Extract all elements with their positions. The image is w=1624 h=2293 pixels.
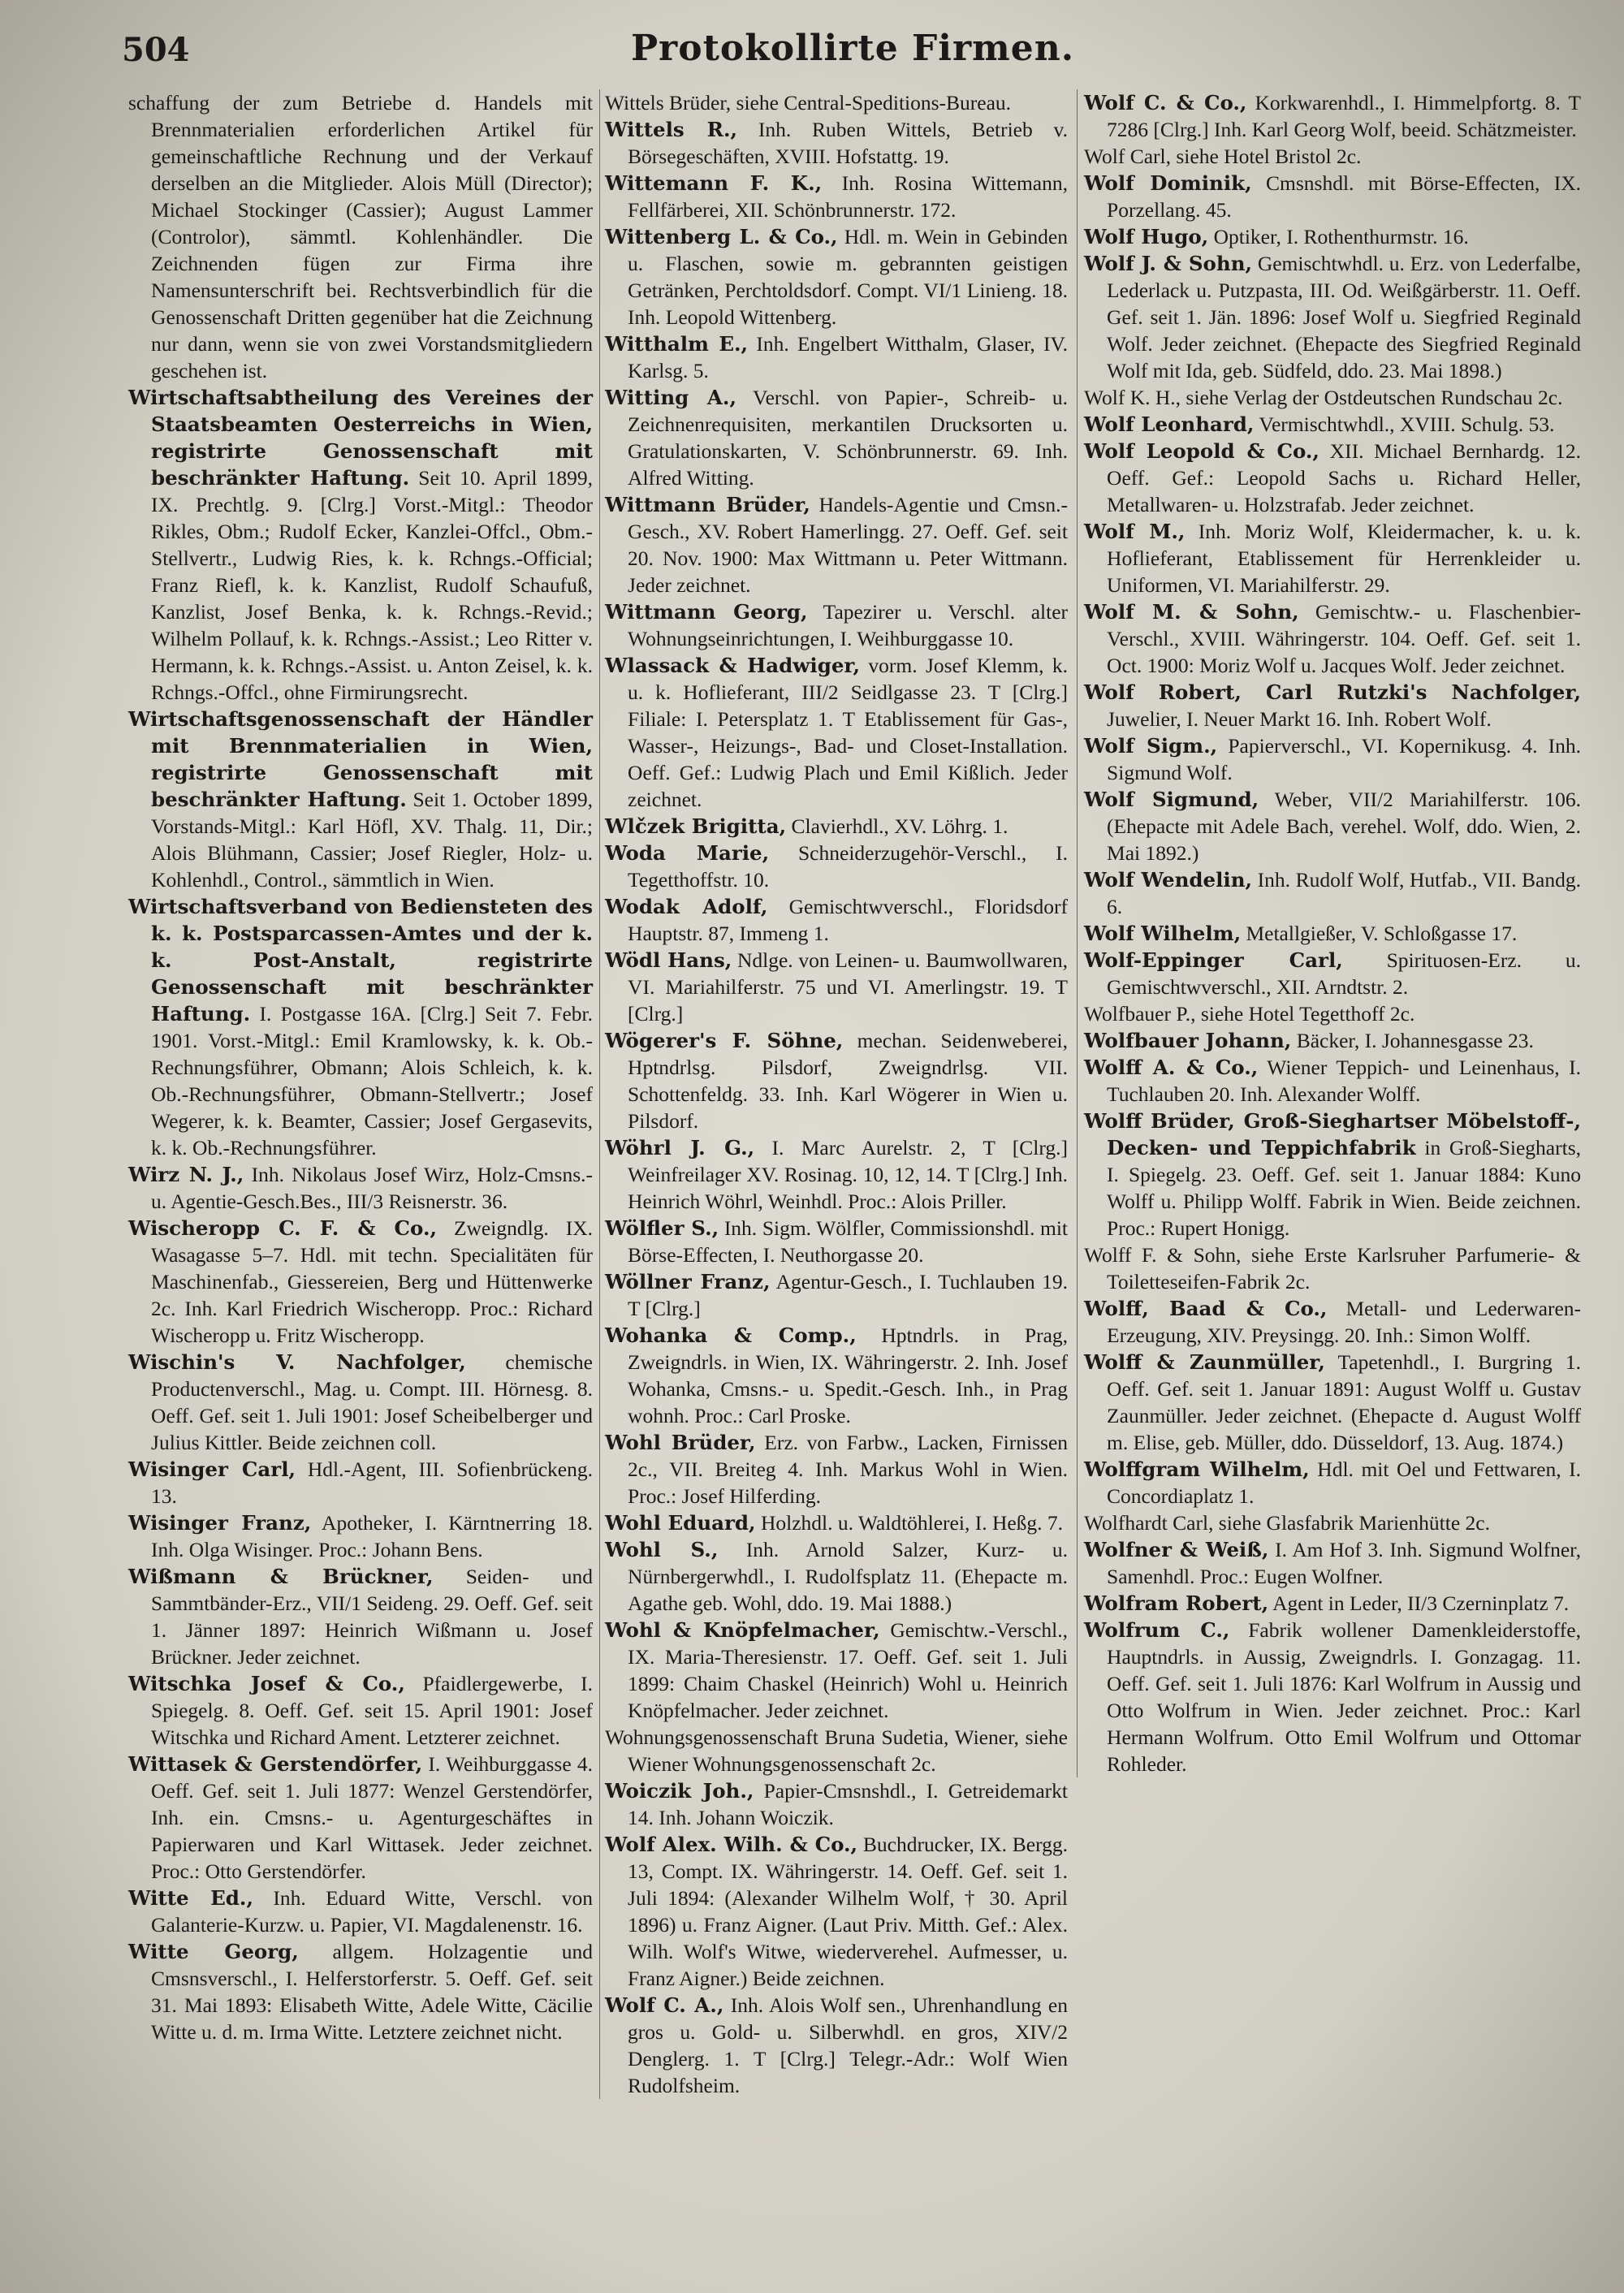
firm-name: Wolf M. & Sohn,: [1084, 600, 1299, 624]
firm-name: Wischin's V. Nachfolger,: [128, 1350, 466, 1374]
directory-entry: [605, 89, 1068, 116]
entry-text: Wolf Carl, siehe Hotel Bristol 2c.: [1084, 145, 1362, 168]
directory-entry: [605, 1429, 1068, 1509]
entry-text: Fabrik wollener Damenkleiderstoffe, Hauptndrls. in Aussig, Zweigndrls. I. Gonzagag. 11. Oeff. Gef. seit 1. Juli 1876: Karl Wolfrum in Aussig und Otto Wolfrum in Wien. Jeder zeichnet. Proc.: Karl Hermann Wolfrum. Otto Emil Wolfrum und Ottomar Rohleder.: [1107, 1618, 1581, 1776]
entry-text: Wolfbauer P., siehe Hotel Tegetthoff 2c.: [1084, 1002, 1415, 1026]
entry-text: Inh. Engelbert Witthalm, Glaser, IV. Karlsg. 5.: [628, 332, 1068, 382]
directory-entry: [1084, 1295, 1581, 1349]
directory-entry: [1084, 1242, 1581, 1295]
entry-text: vorm. Josef Klemm, k. u. k. Hoflieferant, III/2 Seidlgasse 23. T [Clrg.] Filiale: I. Petersplatz 1. T Etablissement für Gas-, Wasser-, Heizungs-, Bad- und Closet-Installation. Oeff. Gef.: Ludwig Plach und Emil Kißlich. Jeder zeichnet.: [628, 654, 1069, 811]
directory-entry: [605, 947, 1068, 1027]
directory-entry: [605, 1215, 1068, 1268]
firm-name: Wolfner & Weiß,: [1084, 1538, 1269, 1561]
firm-name: Wodak Adolf,: [605, 895, 768, 918]
directory-entry: [1084, 1590, 1581, 1617]
firm-name: Wolfrum C.,: [1084, 1618, 1230, 1642]
firm-name: Wlassack & Hadwiger,: [605, 654, 861, 677]
directory-entry: [1084, 920, 1581, 947]
firm-name: Wirtschaftsgenossenschaft der Händler mit Brennmaterialien in Wien, registrirte Genossenschaft mit beschränkter Haftung.: [128, 707, 593, 811]
firm-name: Wolf Wilhelm,: [1084, 922, 1242, 945]
entry-text: Wiener Teppich- und Leinenhaus, I. Tuchlauben 20. Inh. Alexander Wolff.: [1107, 1056, 1582, 1106]
directory-entry: [128, 1751, 593, 1885]
directory-entry: [128, 1509, 593, 1563]
entry-text: I. Postgasse 16A. [Clrg.] Seit 7. Febr. 1901. Vorst.-Mitgl.: Emil Kramlowsky, k. k. Ob.-Rechnungsführer, Obmann; Alois Schleich, k. k. Ob.-Rechnungsführer, Obmann-Stellvertr.; Josef Wegerer, k. k. Beamter, Cassier; Josef Gergasevits, k. k. Ob.-Rechnungsführer.: [151, 1002, 593, 1159]
firm-name: Wolff, Baad & Co.,: [1084, 1297, 1328, 1320]
column-1: [128, 89, 593, 2045]
page-number: 504: [122, 31, 190, 69]
page-header: [122, 28, 1583, 80]
entry-text: Seiden- und Sammtbänder-Erz., VII/1 Seideng. 29. Oeff. Gef. seit 1. Jänner 1897: Heinrich Wißmann u. Josef Brückner. Jeder zeichnet.: [151, 1565, 593, 1669]
directory-entry: [605, 813, 1068, 840]
entry-text: chemische Productenverschl., Mag. u. Compt. III. Hörnesg. 8. Oeff. Gef. seit 1. Juli 1901: Josef Scheibelberger und Julius Kittler. Beide zeichnen coll.: [151, 1350, 593, 1454]
entry-text: Gemischtw.- u. Flaschenbier-Verschl., XVIII. Währingerstr. 104. Oeff. Gef. seit 1. Oct. 1900: Moriz Wolf u. Jacques Wolf. Jeder zeichnet.: [1107, 600, 1581, 677]
directory-entry: [1084, 143, 1581, 170]
entry-text: Hdl. m. Wein in Gebinden u. Flaschen, sowie m. gebrannten geistigen Getränken, Perchtoldsdorf. Compt. VI/1 Linieng. 18. Inh. Leopold Wittenberg.: [628, 225, 1068, 329]
firm-name: Wolf C. & Co.,: [1084, 91, 1247, 114]
directory-entry: [605, 384, 1068, 491]
firm-name: Wöllner Franz,: [605, 1270, 771, 1293]
directory-entry: [605, 116, 1068, 170]
firm-name: Wolf Leonhard,: [1084, 412, 1255, 436]
firm-name: Wisinger Carl,: [128, 1457, 296, 1481]
entry-text: Buchdrucker, IX. Bergg. 13, Compt. IX. Währingerstr. 14. Oeff. Gef. seit 1. Juli 1894: (Alexander Wilhelm Wolf, † 30. April 1896) u. Franz Aigner. (Laut Priv. Mitth. Gef.: Alex. Wilh. Wolf's Witwe, wiederverehel. Aufmesser, u. Franz Aigner.) Beide zeichnen.: [628, 1833, 1068, 1990]
directory-entry: [1084, 1000, 1581, 1027]
directory-entry: [605, 652, 1068, 813]
entry-text: Inh. Eduard Witte, Verschl. von Galanterie-Kurzw. u. Papier, VI. Magdalenenstr. 16.: [151, 1886, 593, 1937]
firm-name: Wolf C. A.,: [605, 1993, 724, 2017]
entry-text: Metall- und Lederwaren-Erzeugung, XIV. Preysingg. 20. Inh.: Simon Wolff.: [1107, 1297, 1581, 1347]
entry-text: Zweigndlg. IX. Wasagasse 5–7. Hdl. mit techn. Specialitäten für Maschinenfab., Giessereien, Berg und Hüttenwerke 2c. Inh. Karl Friedrich Wischeropp. Proc.: Richard Wischeropp u. Fritz Wischeropp.: [151, 1216, 594, 1347]
entry-text: allgem. Holzagentie und Cmsnsverschl., I. Helferstorferstr. 5. Oeff. Gef. seit 31. Mai 1893: Elisabeth Witte, Adele Witte, Cäcilie Witte u. d. m. Irma Witte. Letztere zeichnet nicht.: [151, 1940, 594, 2044]
entry-text: Pfaidlergewerbe, I. Spiegelg. 8. Oeff. Gef. seit 15. April 1901: Josef Witschka und Richard Ament. Letzterer zeichnet.: [151, 1672, 593, 1749]
entry-text: Verschl. von Papier-, Schreib- u. Zeichnenrequisiten, merkantilen Drucksorten u. Gratulationskarten, V. Schönbrunnerstr. 69. Inh. Alfred Witting.: [628, 386, 1068, 490]
entry-text: Erz. von Farbw., Lacken, Firnissen 2c., VII. Breiteg 4. Inh. Markus Wohl in Wien. Proc.: Josef Hilferding.: [628, 1431, 1069, 1508]
directory-entry: [1084, 438, 1581, 518]
firm-name: Wittels R.,: [605, 118, 738, 141]
entry-text: Handels-Agentie und Cmsn.-Gesch., XV. Robert Hamerlingg. 27. Oeff. Gef. seit 20. Nov. 1900: Max Wittmann u. Peter Wittmann. Jeder zeichnet.: [628, 493, 1068, 597]
firm-name: Wirtschaftsabtheilung des Vereines der Staatsbeamten Oesterreichs in Wien, registrirte Genossenschaft mit beschränkter Haftung.: [128, 386, 593, 490]
directory-entry: [1084, 411, 1581, 438]
entry-text: Wolff F. & Sohn, siehe Erste Karlsruher Parfumerie- & Toiletteseifen-Fabrik 2c.: [1084, 1243, 1581, 1293]
directory-entry: [128, 1215, 593, 1349]
directory-entry: [1084, 1027, 1581, 1054]
entry-text: Wolf K. H., siehe Verlag der Ostdeutschen Rundschau 2c.: [1084, 386, 1563, 409]
firm-name: Wißmann & Brückner,: [128, 1565, 434, 1588]
firm-name: Witschka Josef & Co.,: [128, 1672, 405, 1695]
firm-name: Wittemann F. K.,: [605, 171, 823, 195]
directory-entry: [1084, 1536, 1581, 1590]
directory-entry: [128, 384, 593, 706]
page-title: Protokollirte Firmen.: [630, 28, 1075, 69]
entry-text: I. Marc Aurelstr. 2, T [Clrg.] Weinfreilager XV. Rosinag. 10, 12, 14. T [Clrg.] Inh. Heinrich Wöhrl, Weinhdl. Proc.: Alois Priller.: [628, 1136, 1068, 1213]
entry-text: Apotheker, I. Kärntnerring 18. Inh. Olga Wisinger. Proc.: Johann Bens.: [151, 1511, 594, 1561]
entry-text: Inh. Alois Wolf sen., Uhrenhandlung en gros u. Gold- u. Silberwhdl. en gros, XIV/2 Denglerg. 1. T [Clrg.] Telegr.-Adr.: Wolf Wien Rudolfsheim.: [628, 1993, 1068, 2097]
directory-entry: [605, 1617, 1068, 1724]
directory-entry: [605, 1027, 1068, 1134]
entry-text: Agent in Leder, II/3 Czerninplatz 7.: [1272, 1591, 1570, 1615]
directory-entry: [605, 491, 1068, 598]
directory-entry: [128, 1349, 593, 1456]
directory-entry: [1084, 679, 1581, 732]
directory-entry: [1084, 1108, 1581, 1242]
directory-entry: [128, 1161, 593, 1215]
directory-entry: [128, 89, 593, 384]
entry-text: Gemischtwhdl. u. Erz. von Lederfalbe, Lederlack u. Putzpasta, III. Od. Weißgärberstr. 11. Oeff. Gef. seit 1. Jän. 1896: Josef Wolf u. Siegfried Reginald Wolf. Jeder zeichnet. (Ehepacte des Siegfried Reginald Wolf mit Ida, geb. Südfeld, ddo. 23. Mai 1898.): [1107, 252, 1581, 382]
directory-entry: [605, 598, 1068, 652]
firm-name: Witthalm E.,: [605, 332, 749, 356]
directory-entry: [1084, 947, 1581, 1000]
firm-name: Wödl Hans,: [605, 948, 732, 972]
directory-entry: [128, 1456, 593, 1509]
directory-entry: [605, 893, 1068, 947]
entry-text: Agentur-Gesch., I. Tuchlauben 19. T [Clrg.]: [628, 1270, 1069, 1320]
firm-name: Witte Georg,: [128, 1940, 299, 1963]
directory-entry: [605, 1509, 1068, 1536]
entry-text: Inh. Arnold Salzer, Kurz- u. Nürnbergerwhdl., I. Rudolfsplatz 11. (Ehepacte m. Agathe geb. Wohl, ddo. 19. Mai 1888.): [628, 1538, 1069, 1615]
entry-text: Holzhdl. u. Waldtöhlerei, I. Heßg. 7.: [760, 1511, 1064, 1535]
entry-text: Inh. Rosina Wittemann, Fellfärberei, XII. Schönbrunnerstr. 172.: [628, 171, 1069, 222]
entry-text: Vermischtwhdl., XVIII. Schulg. 53.: [1259, 412, 1555, 436]
entry-text: Hdl.-Agent, III. Sofienbrückeng. 13.: [151, 1457, 593, 1508]
entry-text: I. Weihburggasse 4. Oeff. Gef. seit 1. Juli 1877: Wenzel Gerstendörfer, Inh. ein. Cmsns.- u. Agenturgeschäftes in Papierwaren und Karl Wittasek. Jeder zeichnet. Proc.: Otto Gerstendörfer.: [151, 1752, 593, 1883]
column-2: [599, 89, 1068, 2099]
directory-entry: [605, 170, 1068, 223]
entry-text: Tapetenhdl., I. Burgring 1. Oeff. Gef. seit 1. Januar 1891: August Wolff u. Gustav Zaunmüller. Jeder zeichnet. (Ehepacte d. August Wolff m. Elise, geb. Müller, ddo. Düsseldorf, 13. Aug. 1874.): [1107, 1350, 1581, 1454]
firm-name: Wohl S.,: [605, 1538, 719, 1561]
firm-name: Wöhrl J. G.,: [605, 1136, 755, 1159]
directory-entry: [1084, 250, 1581, 384]
directory-entry: [1084, 1054, 1581, 1108]
entry-text: Inh. Nikolaus Josef Wirz, Holz-Cmsns.- u. Agentie-Gesch.Bes., III/3 Reisnerstr. 36.: [151, 1163, 593, 1213]
firm-name: Wolf Sigm.,: [1084, 734, 1218, 758]
directory-entry: [605, 1777, 1068, 1831]
entry-text: Wolfhardt Carl, siehe Glasfabrik Marienhütte 2c.: [1084, 1511, 1490, 1535]
directory-entry: [1084, 786, 1581, 866]
entry-text: Papierverschl., VI. Kopernikusg. 4. Inh. Sigmund Wolf.: [1107, 734, 1582, 784]
entry-text: Inh. Moriz Wolf, Kleidermacher, k. u. k. Hoflieferant, Etablissement für Herrenkleider u. Uniformen, VI. Mariahilferstr. 29.: [1107, 520, 1581, 597]
entry-text: Korkwarenhdl., I. Himmelpfortg. 8. T 7286 [Clrg.] Inh. Karl Georg Wolf, beeid. Schätzmeister.: [1107, 91, 1581, 141]
directory-entry: [605, 840, 1068, 893]
firm-name: Wolfbauer Johann,: [1084, 1029, 1292, 1052]
entry-text: Metallgießer, V. Schloßgasse 17.: [1246, 922, 1518, 945]
directory-entry: [128, 1885, 593, 1938]
entry-text: Juwelier, I. Neuer Markt 16. Inh. Robert Wolf.: [1107, 707, 1492, 731]
firm-name: Wolf Leopold & Co.,: [1084, 439, 1320, 463]
directory-entry: [605, 1992, 1068, 2099]
directory-entry: [605, 1536, 1068, 1617]
firm-name: Wlčzek Brigitta,: [605, 814, 787, 838]
firm-name: Wolffgram Wilhelm,: [1084, 1457, 1310, 1481]
firm-name: Wittmann Brüder,: [605, 493, 810, 516]
firm-name: Wolff Brüder, Groß-Sieghartser Möbelstoff-, Decken- und Teppichfabrik: [1084, 1109, 1581, 1159]
directory-entry: [128, 893, 593, 1161]
directory-entry: [128, 706, 593, 893]
directory-entry: [605, 223, 1068, 330]
directory-entry: [605, 1724, 1068, 1777]
entry-text: XII. Michael Bernhardg. 12. Oeff. Gef.: Leopold Sachs u. Richard Heller, Metallwaren- u. Holzstrafab. Jeder zeichnet.: [1107, 439, 1582, 516]
firm-name: Wohl Eduard,: [605, 1511, 756, 1535]
directory-entry: [605, 1268, 1068, 1322]
directory-entry: [605, 1134, 1068, 1215]
firm-name: Wölfler S.,: [605, 1216, 719, 1240]
directory-entry: [128, 1563, 593, 1670]
entry-text: Schneiderzugehör-Verschl., I. Tegetthoffstr. 10.: [628, 841, 1068, 892]
firm-name: Wolf M.,: [1084, 520, 1186, 543]
entry-text: Wittels Brüder, siehe Central-Speditions-Bureau.: [605, 91, 1012, 114]
directory-entry: [1084, 866, 1581, 920]
entry-text: Optiker, I. Rothenthurmstr. 16.: [1213, 225, 1469, 248]
entry-text: Weber, VII/2 Mariahilferstr. 106. (Ehepacte mit Adele Bach, verehel. Wolf, ddo. Wien, 2. Mai 1892.): [1107, 788, 1581, 865]
firm-name: Wirtschaftsverband von Bediensteten des k. k. Postsparcassen-Amtes und der k. k. Post-Anstalt, registrirte Genossenschaft mit beschränkter Haftung.: [128, 895, 593, 1026]
directory-entry: [1084, 732, 1581, 786]
firm-name: Wolf Robert, Carl Rutzki's Nachfolger,: [1084, 680, 1581, 704]
firm-name: Wögerer's F. Söhne,: [605, 1029, 844, 1052]
firm-name: Woiczik Joh.,: [605, 1779, 754, 1803]
firm-name: Wolf Hugo,: [1084, 225, 1209, 248]
entry-text: Inh. Ruben Wittels, Betrieb v. Börsegeschäften, XVIII. Hofstattg. 19.: [628, 118, 1068, 168]
firm-name: Wittasek & Gerstendörfer,: [128, 1752, 423, 1776]
entry-text: Wohnungsgenossenschaft Bruna Sudetia, Wiener, siehe Wiener Wohnungsgenossenschaft 2c.: [605, 1725, 1068, 1776]
firm-name: Wolf Alex. Wilh. & Co.,: [605, 1833, 858, 1856]
firm-name: Wischeropp C. F. & Co.,: [128, 1216, 437, 1240]
firm-name: Wolfram Robert,: [1084, 1591, 1269, 1615]
directory-entry: [128, 1670, 593, 1751]
entry-text: in Groß-Siegharts, I. Spiegelg. 23. Oeff. Gef. seit 1. Januar 1884: Kuno Wolff u. Philipp Wolff. Fabrik in Wien. Beide zeichnen. Proc.: Rupert Honigg.: [1107, 1136, 1582, 1240]
directory-entry: [1084, 518, 1581, 598]
directory-entry: [1084, 223, 1581, 250]
entry-text: Seit 10. April 1899, IX. Prechtlg. 9. [Clrg.] Vorst.-Mitgl.: Theodor Rikles, Obm.; Rudolf Ecker, Kanzlei-Offcl., Obm.-Stellvertr., Ludwig Ries, k. k. Rchngs.-Official; Franz Riefl, k. k. Kanzlist, Rudolf Schaufuß, Kanzlist, Josef Benka, k. k. Rchngs.-Revid.; Wilhelm Pollauf, k. k. Rchngs.-Assist.; Leo Ritter v. Hermann, k. k. Rchngs.-Assist. u. Anton Zeisel, k. k. Rchngs.-Offcl., ohne Firmirungsrecht.: [151, 466, 593, 704]
firm-name: Wolf Wendelin,: [1084, 868, 1253, 892]
firm-name: Witting A.,: [605, 386, 736, 409]
directory-entry: [605, 1831, 1068, 1992]
entry-text: Spirituosen-Erz. u. Gemischtwverschl., XII. Arndtstr. 2.: [1107, 948, 1581, 999]
firm-name: Woda Marie,: [605, 841, 770, 865]
firm-name: Wolf Sigmund,: [1084, 788, 1259, 811]
entry-text: mechan. Seidenweberei, Hptndrlsg. Pilsdorf, Zweigndrlsg. VII. Schottenfeldg. 33. Inh. Karl Wögerer in Wien u. Pilsdorf.: [628, 1029, 1069, 1133]
entry-text: Gemischtw.-Verschl., IX. Maria-Theresienstr. 17. Oeff. Gef. seit 1. Juli 1899: Chaim Chaskel (Heinrich) Wohl u. Heinrich Knöpfelmacher. Jeder zeichnet.: [628, 1618, 1068, 1722]
directory-entry: [1084, 384, 1581, 411]
entry-text: Hptndrls. in Prag, Zweigndrls. in Wien, IX. Währingerstr. 2. Inh. Josef Wohanka, Cmsns.- u. Spedit.-Gesch. Inh., in Prag wohnh. Proc.: Carl Proske.: [628, 1324, 1069, 1427]
firm-name: Wittenberg L. & Co.,: [605, 225, 838, 248]
firm-name: Wittmann Georg,: [605, 600, 808, 624]
directory-entry: [1084, 1617, 1581, 1777]
firm-name: Wirz N. J.,: [128, 1163, 244, 1186]
firm-name: Wolff A. & Co.,: [1084, 1056, 1259, 1079]
firm-name: Wohl & Knöpfelmacher,: [605, 1618, 880, 1642]
column-3: [1077, 89, 1581, 1777]
entry-text: Papier-Cmsnshdl., I. Getreidemarkt 14. Inh. Johann Woiczik.: [628, 1779, 1068, 1829]
directory-entry: [1084, 1509, 1581, 1536]
directory-entry: [1084, 170, 1581, 223]
entry-text: Gemischtwverschl., Floridsdorf Hauptstr. 87, Immeng 1.: [628, 895, 1069, 945]
firm-name: Wolf J. & Sohn,: [1084, 252, 1253, 275]
directory-entry: [1084, 598, 1581, 679]
entry-text: Inh. Rudolf Wolf, Hutfab., VII. Bandg. 6.: [1107, 868, 1582, 918]
entry-text: Cmsnshdl. mit Börse-Effecten, IX. Porzellang. 45.: [1107, 171, 1581, 222]
directory-entry: [605, 1322, 1068, 1429]
firm-name: Witte Ed.,: [128, 1886, 253, 1910]
directory-entry: [1084, 1349, 1581, 1456]
entry-text: Hdl. mit Oel und Fettwaren, I. Concordiaplatz 1.: [1107, 1457, 1582, 1508]
entry-text: Tapezirer u. Verschl. alter Wohnungseinrichtungen, I. Weihburggasse 10.: [628, 600, 1069, 650]
entry-text: Inh. Sigm. Wölfler, Commissionshdl. mit Börse-Effecten, I. Neuthorgasse 20.: [628, 1216, 1069, 1267]
entry-text: I. Am Hof 3. Inh. Sigmund Wolfner, Samenhdl. Proc.: Eugen Wolfner.: [1107, 1538, 1582, 1588]
directory-entry: [1084, 1456, 1581, 1509]
entry-text: Bäcker, I. Johannesgasse 23.: [1296, 1029, 1534, 1052]
entry-text: schaffung der zum Betriebe d. Handels mit Brennmaterialien erforderlichen Artikel für gemeinschaftliche Rechnung und der Verkauf derselben an die Mitglieder. Alois Müll (Director); Michael Stockinger (Cassier); August Lammer (Controlor), sämmtl. Kohlenhändler. Die Zeichnenden fügen zur Firma ihre Namensunterschrift bei. Rechtsverbindlich für die Genossenschaft Dritten gegenüber hat die Zeichnung nur dann, wenn sie von zwei Vorstandsmitgliedern geschehen ist.: [128, 91, 593, 382]
firm-name: Wisinger Franz,: [128, 1511, 312, 1535]
firm-name: Wohl Brüder,: [605, 1431, 756, 1454]
firm-name: Wolf-Eppinger Carl,: [1084, 948, 1343, 972]
directory-entry: [1084, 89, 1581, 143]
firm-name: Wohanka & Comp.,: [605, 1324, 857, 1347]
entry-text: Clavierhdl., XV. Löhrg. 1.: [791, 814, 1009, 838]
firm-name: Wolff & Zaunmüller,: [1084, 1350, 1325, 1374]
directory-entry: [128, 1938, 593, 2045]
entry-text: Ndlge. von Leinen- u. Baumwollwaren, VI. Mariahilferstr. 75 und VI. Amerlingstr. 19. T [Clrg.]: [628, 948, 1068, 1026]
firm-name: Wolf Dominik,: [1084, 171, 1252, 195]
entry-text: Seit 1. October 1899, Vorstands-Mitgl.: Karl Höfl, XV. Thalg. 11, Dir.; Alois Blühmann, Cassier; Josef Riegler, Holz- u. Kohlenhdl., Control., sämmtlich in Wien.: [151, 788, 593, 892]
directory-entry: [605, 330, 1068, 384]
